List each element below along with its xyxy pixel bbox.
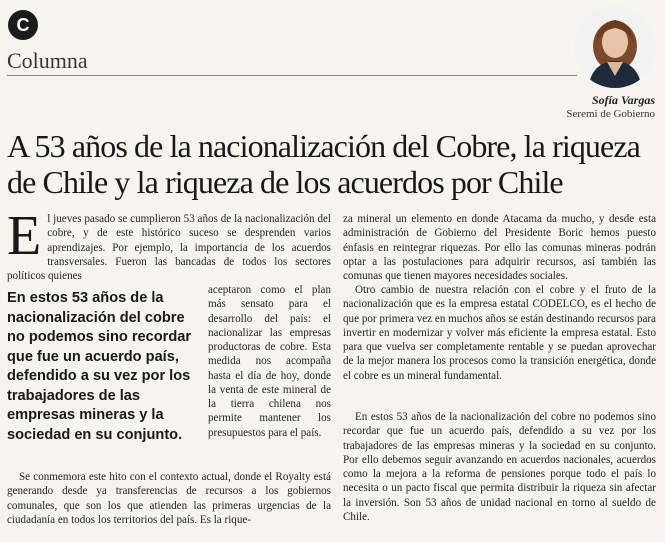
- section-label: Columna: [7, 48, 88, 73]
- column-1-narrow-text: aceptaron como el plan más sensato para el desarrollo del país: el nacionalizar las empresas productoras de cobre. Esta medida nos acompaña hasta el día de hoy, donde la venta de este mineral de la tierra chilena nos permite mantener los presupuestos para el país.: [208, 284, 331, 439]
- badge-letter: C: [16, 15, 30, 35]
- intro-text: l jueves pasado se cumplieron 53 años de la nacionalización del cobre, y de este histórico suceso se desprenden varios aprendizajes. Por ejemplo, la importancia de los acuerdos transversales. Fueron las bancadas de todos los sectores políticos quienes: [7, 213, 331, 282]
- author-portrait-image: [574, 6, 656, 88]
- author-photo: [574, 6, 656, 88]
- column-2-paragraph-1: za mineral un elemento en donde Atacama da mucho, y desde esta administración de Gobierno del Presidente Boric hemos puesto énfasis en reintegrar riquezas. Por ello las comunas mineras podrán optar a las postulaciones para adquirir recursos, así también las comunas que tienen mayores necesidades sociales.: [343, 213, 656, 282]
- column-badge: [8, 10, 38, 40]
- author-role: Seremi de Gobierno: [566, 108, 655, 120]
- author-name: Sofía Vargas: [591, 93, 655, 107]
- column-2-paragraph-2: Otro cambio de nuestra relación con el cobre y el fruto de la nacionalización que es la empresa estatal CODELCO, es el hecho de que por primera vez en muchos años se están destinando recursos para invertir en modernizar y volver más eficiente la empresa estatal. Esto para que vuelva ser completamente rentable y se puedan aprovechar de la mejor manera los procesos como la transición energética, donde el cobre es un mineral fundamental.: [343, 284, 656, 382]
- drop-cap: E: [7, 205, 42, 267]
- column-2-paragraph-3: En estos 53 años de la nacionalización del cobre no podemos sino recordar que fue un acuerdo país, defendido a su vez por los trabajadores de las empresas mineras y la sociedad en su conjunto. Por ello debemos seguir avanzando en acuerdos nacionales, acuerdos como la mejora a la reforma de pensiones porque todo el país lo necesita o un pacto fiscal que permita distribuir la riqueza sin afectar la inversión. Son 53 años de unidad nacional en torno al sueldo de Chile.: [343, 411, 656, 523]
- section-divider: [7, 75, 577, 76]
- article-headline: A 53 años de la nacionalización del Cobre, la riqueza de Chile y la riqueza de los acuerdos por Chile: [7, 128, 640, 200]
- author-byline: [566, 93, 655, 121]
- pull-quote: En estos 53 años de la nacionalización del cobre no podemos sino recordar que fue un acuerdo país, defendido a su vez por los trabajadores de las empresas mineras y la sociedad en su conjunto.: [7, 290, 192, 443]
- column-1-bottom-text: Se conmemora este hito con el contexto actual, donde el Royalty está generando desde ya transferencias de recursos a los gobiernos comunales, que son los que atienden las primeras urgencias de la ciudadanía en todos los territorios del país. Es la rique-: [7, 471, 331, 526]
- article-intro: [7, 205, 331, 283]
